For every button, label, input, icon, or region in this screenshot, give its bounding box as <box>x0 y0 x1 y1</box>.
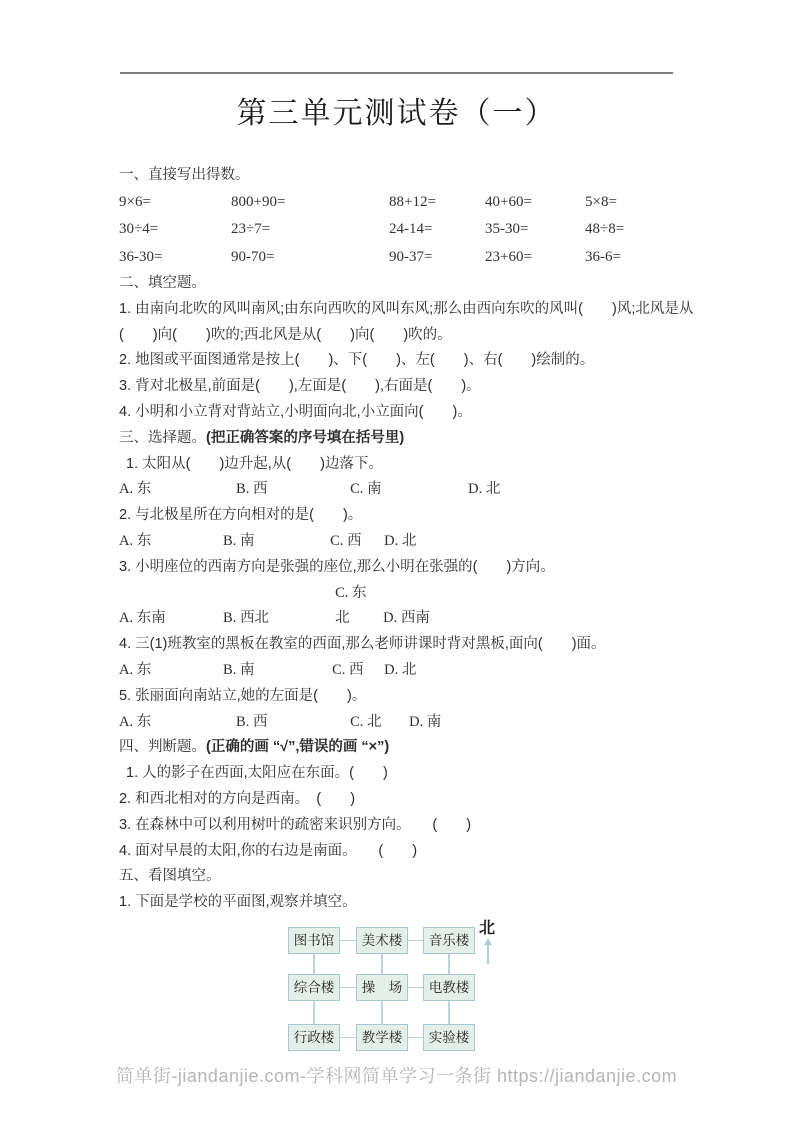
arith-problem: 36-30= <box>119 248 163 265</box>
map-box-teaching-building: 教学楼 <box>356 1024 408 1051</box>
map-connector <box>313 954 315 975</box>
map-connector <box>407 1037 424 1039</box>
choice-options <box>119 477 695 503</box>
arith-problem: 90-70= <box>231 248 275 265</box>
picture-intro: 1. 下面是学校的平面图,观察并填空。 <box>119 894 357 911</box>
choice-option: C. 东北 <box>335 584 367 627</box>
footer-watermark: 简单街-jiandanjie.com-学科网简单学习一条街 https://jiandanjie.com <box>115 1066 678 1086</box>
page-title: 第三单元测试卷（一） <box>236 97 557 130</box>
choice-option: B. 西北 <box>223 610 269 627</box>
judge-item: 4. 面对早晨的太阳,你的右边是南面。 ( ) <box>119 842 418 859</box>
choice-option: C. 西 <box>332 661 364 678</box>
arith-problem: 36-6= <box>585 248 621 265</box>
judge-item: 1. 人的影子在西面,太阳应在东面。( ) <box>126 765 388 782</box>
section-judge-note: (正确的画 “√”,错误的画 “×”) <box>206 739 390 756</box>
fillblank-item: 4. 小明和小立背对背站立,小明面向北,小立面向( )。 <box>119 404 472 420</box>
map-connector <box>339 940 357 942</box>
choice-option: B. 西 <box>236 481 268 498</box>
choice-options <box>119 658 695 684</box>
choice-option: B. 南 <box>223 661 255 678</box>
fillblank-item: 3. 背对北极星,前面是( ),左面是( ),右面是( )。 <box>119 378 481 395</box>
arith-problem: 23÷7= <box>231 221 271 238</box>
choice-option: B. 西 <box>236 713 268 730</box>
arith-problem: 9×6= <box>119 193 151 210</box>
map-box-lab-building: 实验楼 <box>423 1024 475 1051</box>
fillblank-item: 2. 地图或平面图通常是按上( )、下( )、左( )、右( )绘制的。 <box>119 352 595 369</box>
north-label: 北 <box>479 919 496 937</box>
map-box-art-building: 美术楼 <box>356 927 408 954</box>
map-connector <box>313 1001 315 1024</box>
choice-question: 3. 小明座位的西南方向是张强的座位,那么小明在张强的( )方向。 <box>119 558 555 575</box>
arith-problem: 35-30= <box>485 221 529 238</box>
map-box-playground: 操 场 <box>356 974 408 1001</box>
arith-problem: 48÷8= <box>585 221 625 238</box>
arith-problem: 24-14= <box>389 221 433 238</box>
map-connector <box>381 1001 383 1024</box>
choice-option: A. 东 <box>119 532 152 549</box>
arith-problem: 23+60= <box>485 248 532 265</box>
map-connector <box>448 954 450 975</box>
choice-options <box>119 581 695 633</box>
paper-content <box>119 163 695 1081</box>
map-box-music-building: 音乐楼 <box>423 927 475 954</box>
arith-problem: 88+12= <box>389 193 436 210</box>
choice-option: D. 北 <box>384 532 417 549</box>
choice-option: A. 东 <box>119 661 152 678</box>
section-choice-heading <box>119 426 695 452</box>
choice-option: C. 北 <box>350 713 382 730</box>
arith-problem: 40+60= <box>485 193 532 210</box>
judge-item: 2. 和西北相对的方向是西南。 ( ) <box>119 790 356 807</box>
choice-option: D. 北 <box>468 481 501 498</box>
choice-question: 4. 三(1)班教室的黑板在教室的西面,那么老师讲课时背对黑板,面向( )面。 <box>119 636 606 653</box>
map-connector <box>339 987 357 989</box>
arithmetic-grid <box>119 189 695 271</box>
map-connector <box>339 1037 357 1039</box>
judge-item: 3. 在森林中可以利用树叶的疏密来识别方向。 ( ) <box>119 816 472 833</box>
section-calc-heading: 一、直接写出得数。 <box>119 167 250 183</box>
arith-problem: 5×8= <box>585 193 617 210</box>
choice-question: 5. 张丽面向南站立,她的左面是( )。 <box>119 687 367 704</box>
choice-option: C. 西 <box>330 532 362 549</box>
map-connector <box>407 987 424 989</box>
map-box-library: 图书馆 <box>288 927 340 954</box>
section-judge-label: 四、判断题。 <box>119 739 206 756</box>
map-box-admin-building: 行政楼 <box>288 1024 340 1051</box>
choice-option: D. 西南 <box>383 610 430 627</box>
choice-option: C. 南 <box>350 481 382 498</box>
section-fill-heading: 二、填空题。 <box>119 275 206 292</box>
section-judge-heading <box>119 735 695 761</box>
choice-options <box>119 529 695 555</box>
map-box-av-building: 电教楼 <box>423 974 475 1001</box>
top-divider <box>120 72 673 74</box>
choice-options <box>119 710 695 736</box>
choice-question: 2. 与北极星所在方向相对的是( )。 <box>119 507 363 524</box>
choice-option: D. 南 <box>409 713 442 730</box>
arith-problem: 90-37= <box>389 248 433 265</box>
section-choice-label: 三、选择题。 <box>119 429 206 446</box>
choice-option: D. 北 <box>384 661 417 678</box>
map-connector <box>381 954 383 975</box>
map-connector <box>448 1001 450 1024</box>
choice-option: A. 东南 <box>119 610 166 627</box>
choice-option: B. 南 <box>223 532 255 549</box>
school-map-diagram <box>119 916 695 1081</box>
choice-option: A. 东 <box>119 481 152 498</box>
arith-problem: 800+90= <box>231 193 286 210</box>
map-connector <box>407 940 424 942</box>
map-box-comprehensive-building: 综合楼 <box>288 974 340 1001</box>
choice-question: 1. 太阳从( )边升起,从( )边落下。 <box>126 455 383 472</box>
fillblank-item: 1. 由南向北吹的风叫南风;由东向西吹的风叫东风;那么由西向东吹的风叫( )风;北风是从( )向( )吹的;西北风是从( )向( )吹的。 <box>119 300 694 343</box>
choice-option: A. 东 <box>119 713 152 730</box>
arith-problem: 30÷4= <box>119 221 159 238</box>
north-arrow-icon <box>487 944 489 964</box>
section-picture-heading: 五、看图填空。 <box>119 868 221 885</box>
section-choice-note: (把正确答案的序号填在括号里) <box>206 429 405 446</box>
